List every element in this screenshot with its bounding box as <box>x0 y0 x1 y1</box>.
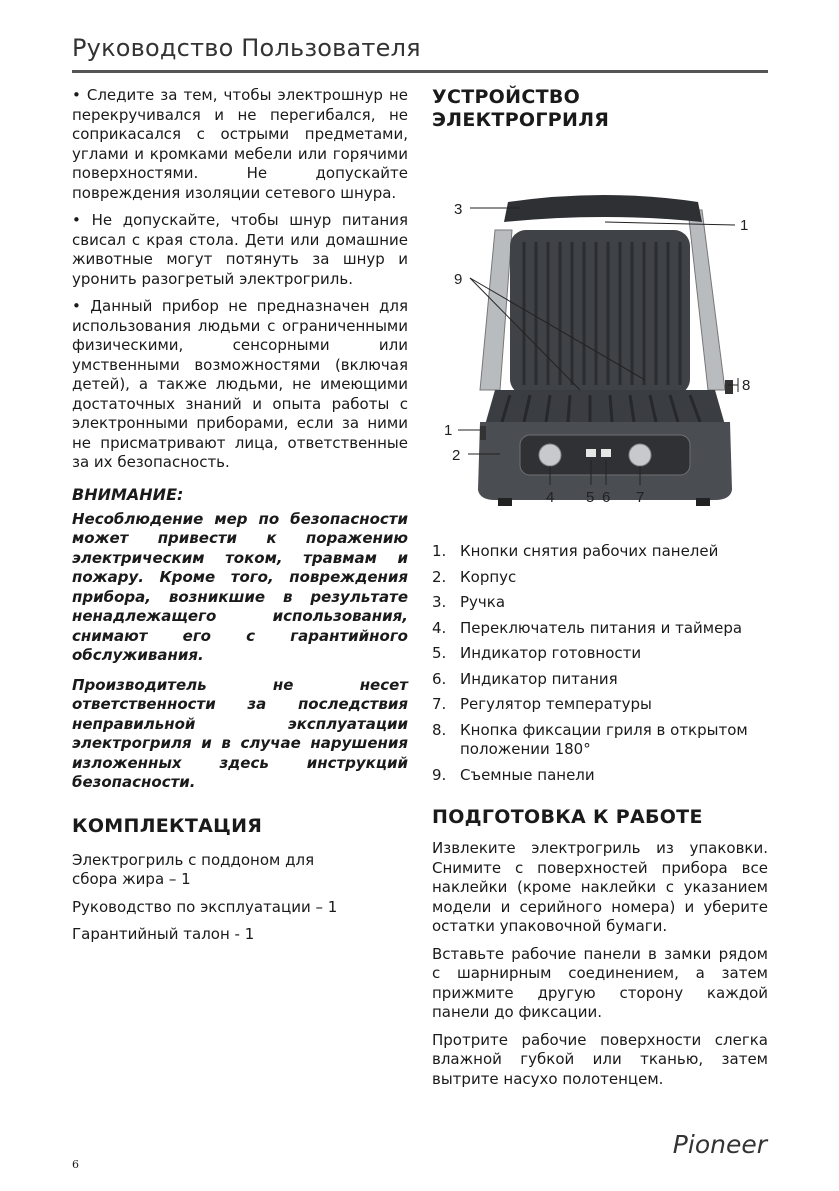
foot <box>696 498 710 506</box>
warning-title: ВНИМАНИЕ: <box>72 484 184 504</box>
foot <box>498 498 512 506</box>
list-item: 2. Корпус <box>432 567 517 586</box>
callout-1-top: 1 <box>740 217 749 234</box>
preparation-section <box>432 806 768 1097</box>
left-column <box>72 86 408 953</box>
list-item: 9. Съемные панели <box>432 765 595 784</box>
header-rule <box>72 70 768 73</box>
list-item: 3. Ручка <box>432 593 506 611</box>
callout-2: 2 <box>452 447 461 464</box>
safety-bullet: • Следите за тем, чтобы электрошнур не перекручивался и не перегибался, не соприкасался с острыми предметами, углами и кромками мебели или горячими поверхностями. Не допускайте повреждения изоляции сетевого шнура. <box>72 86 408 203</box>
prep-title: ПОДГОТОВКА К РАБОТЕ <box>432 806 703 828</box>
safety-bullet: • Не допускайте, чтобы шнур питания свисал с края стола. Дети или домашние животные могут потянуть за шнур и уронить разогретый электрогриль. <box>72 211 408 289</box>
list-item: 8. Кнопка фиксации гриля в открытом положении 180° <box>432 720 748 758</box>
callout-7: 7 <box>636 489 645 506</box>
handle <box>504 195 702 222</box>
list-item: 5. Индикатор готовности <box>432 644 642 662</box>
callout-6: 6 <box>602 489 611 506</box>
grill-diagram <box>440 190 770 520</box>
power-indicator <box>601 449 611 457</box>
warning-text: Производитель не несет ответственности за последствия неправильной эксплуатации электрогриля и в случае нарушения изложенных здесь инструкций безопасности. <box>72 675 408 791</box>
callout-1-side: 1 <box>444 422 453 439</box>
callout-9: 9 <box>454 271 463 288</box>
prep-paragraph: Протрите рабочие поверхности слегка влажной губкой или тканью, затем вытрите насухо полотенцем. <box>432 1030 768 1088</box>
kit-item: Гарантийный талон - 1 <box>72 925 255 943</box>
warning-text: Несоблюдение мер по безопасности может привести к поражению электрическим током, травмам и пожару. Кроме того, повреждения прибора, возникшие в результате ненадлежащего использования, снимают его с гарантийного обслуживания. <box>72 509 408 664</box>
brand-logo: Pioneer <box>672 1130 767 1159</box>
callout-4: 4 <box>546 489 555 506</box>
callout-5: 5 <box>586 489 595 506</box>
list-item: 1. Кнопки снятия рабочих панелей <box>432 542 719 560</box>
right-hinge-arm <box>688 210 725 390</box>
callout-3: 3 <box>454 201 463 218</box>
lower-plate <box>485 390 725 425</box>
list-item: 4. Переключатель питания и таймера <box>432 618 743 637</box>
prep-paragraph: Вставьте рабочие панели в замки рядом с шарнирным соединением, а затем прижмите другую сторону каждой панели до фиксации. <box>432 944 768 1021</box>
right-column-header <box>432 86 768 132</box>
kit-title: КОМПЛЕКТАЦИЯ <box>72 814 263 837</box>
device-title: УСТРОЙСТВО ЭЛЕКТРОГРИЛЯ <box>432 86 610 131</box>
prep-paragraph: Извлеките электрогриль из упаковки. Снимите с поверхностей прибора все наклейки (кроме наклейки с указанием модели и серийного номера) и уберите остатки упаковочной бумаги. <box>432 839 768 935</box>
timer-knob <box>539 444 561 466</box>
ready-indicator <box>586 449 596 457</box>
left-hinge-arm <box>480 230 512 390</box>
safety-bullet: • Данный прибор не предназначен для использования людьми с ограниченными физическими, сенсорными или умственными возможностями (включая детей), а также людьми, не имеющими достаточных знаний и опыта работы с электронными приборами, если за ними не присматривают лица, ответственные за их безопасность. <box>72 297 408 473</box>
page-number: 6 <box>72 1158 79 1171</box>
kit-item: Руководство по эксплуатации – 1 <box>72 897 338 916</box>
temperature-knob <box>629 444 651 466</box>
plate-release-button <box>480 426 486 440</box>
kit-item: Электрогриль с поддоном для сбора жира – 1 <box>72 850 315 888</box>
list-item: 7. Регулятор температуры <box>432 695 652 713</box>
parts-list <box>432 542 768 791</box>
list-item: 6. Индикатор питания <box>432 669 618 688</box>
callout-8: 8 <box>742 377 751 394</box>
page-header-title: Руководство Пользователя <box>72 34 421 62</box>
lock-button <box>725 380 733 394</box>
